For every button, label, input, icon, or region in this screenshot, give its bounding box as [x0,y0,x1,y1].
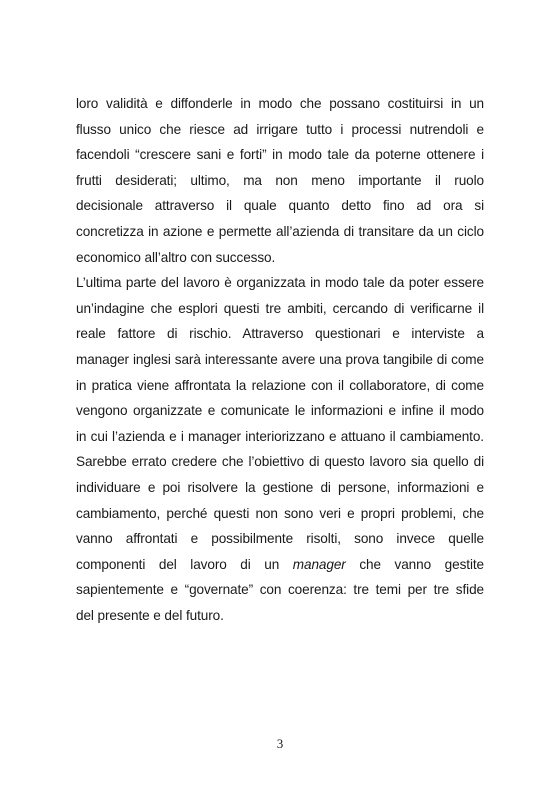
text-line: manager inglesi sarà interessante avere una prova tangibile di come [76,351,484,367]
paragraph-3 [76,451,484,630]
text-segment: componenti del lavoro di un [76,556,293,572]
paragraph-2 [76,272,484,451]
text-line: loro validità e diffonderle in modo che possano costituirsi in un [76,96,484,111]
page-number: 3 [276,736,284,751]
text-line: reale fattore di rischio. Attraverso questionari e interviste a [76,326,484,342]
text-line: facendoli “crescere sani e forti” in modo tale da poterne ottenere i [76,147,484,163]
text-line: flusso unico che riesce ad irrigare tutto i processi nutrendoli e [76,121,484,137]
text-line: un’indagine che esplori questi tre ambiti, cercando di verificarne il [76,300,484,316]
italic-term: manager [292,556,346,572]
text-line: vanno affrontati e possibilmente risolti, sono invece quelle [76,531,484,547]
text-line: frutti desiderati; ultimo, ma non meno importante il ruolo [76,172,484,188]
text-line: vengono organizzate e comunicate le informazioni e infine il modo [76,403,484,419]
text-line: del presente e del futuro. [76,607,224,623]
text-line-with-italic [76,554,484,580]
body-text [76,93,484,630]
text-line: concretizza in azione e permette all’azienda di transitare da un ciclo [76,223,484,239]
text-line: economico all’altro con successo. [76,249,276,265]
text-line: decisionale attraverso il quale quanto detto fino ad ora si [76,198,484,214]
text-line: in cui l’azienda e i manager interiorizzano e attuano il cambiamento. [76,428,484,444]
text-line: individuare e poi risolvere la gestione di persone, informazioni e [76,479,484,495]
text-line: L’ultima parte del lavoro è organizzata in modo tale da poter essere [76,275,484,291]
paragraph-1 [76,93,484,272]
text-line: sapientemente e “governate” con coerenza: tre temi per tre sfide [76,582,484,598]
text-line: cambiamento, perché questi non sono veri e propri problemi, che [76,505,484,521]
text-line: in pratica viene affrontata la relazione con il collaboratore, di come [76,377,484,393]
text-line: Sarebbe errato credere che l’obiettivo di questo lavoro sia quello di [76,454,484,470]
text-segment: che vanno gestite [345,556,484,572]
